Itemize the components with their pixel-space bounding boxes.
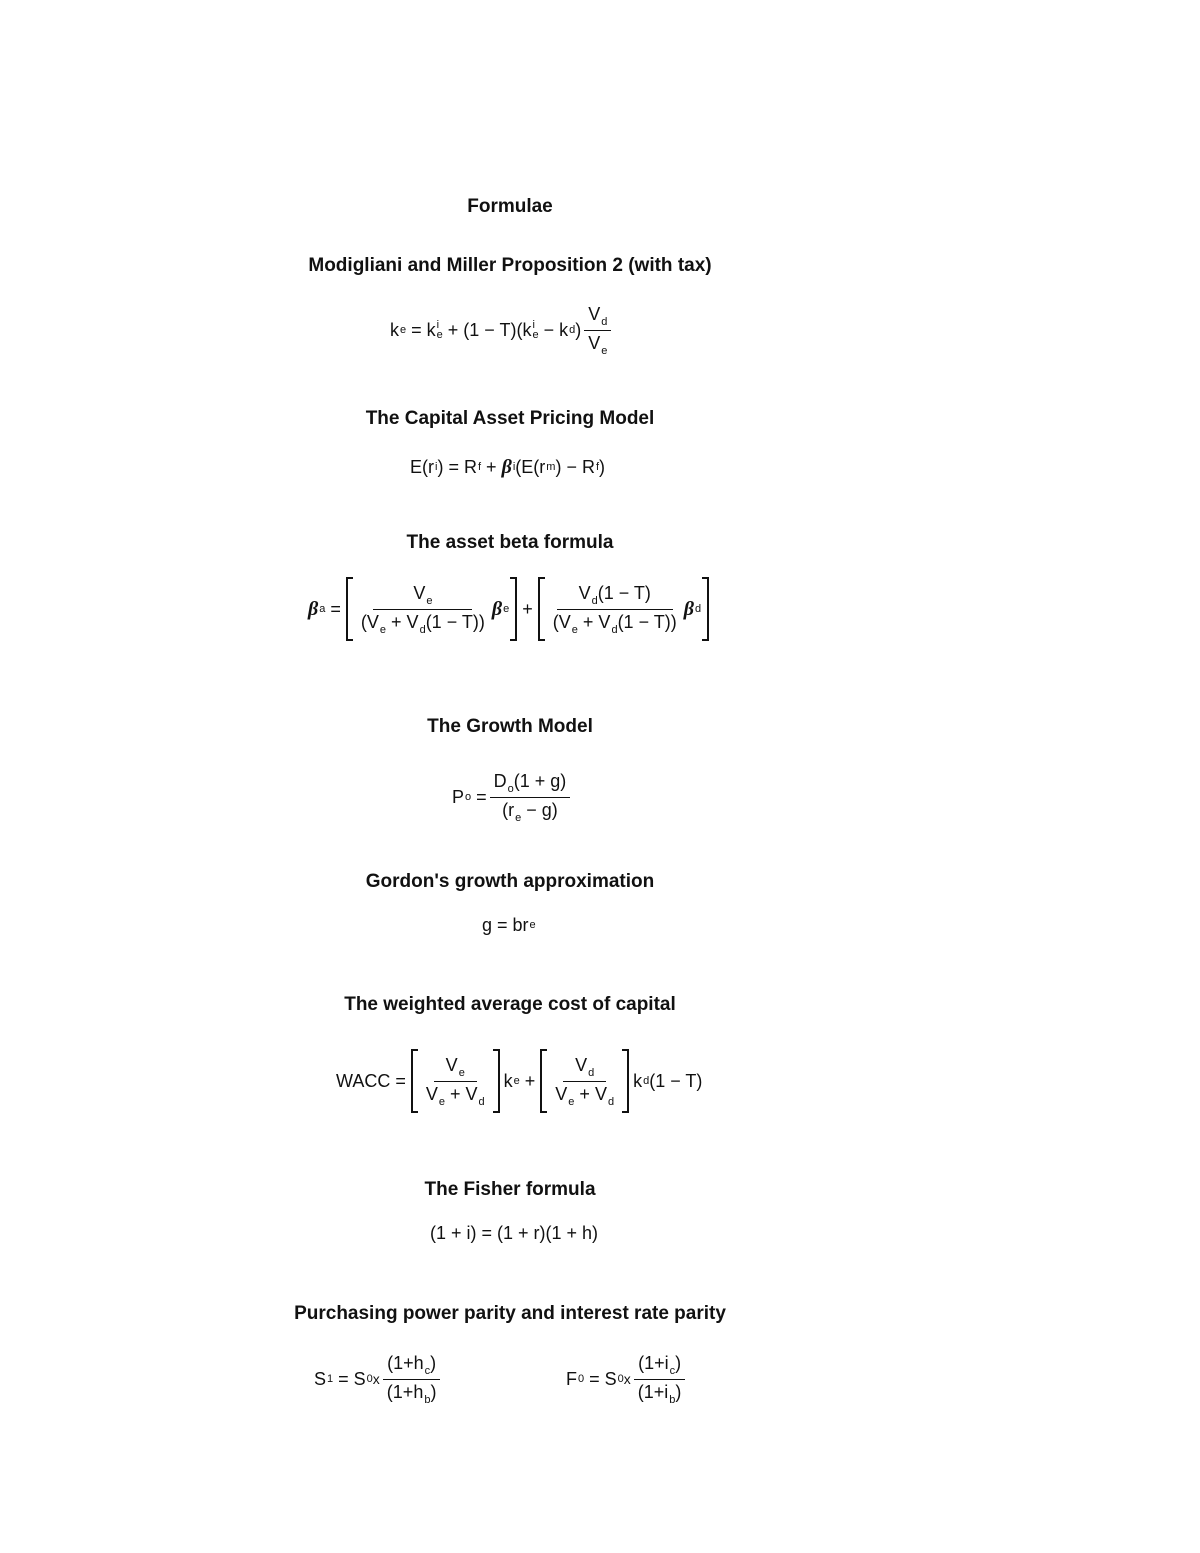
formula-sub: e [568,1095,575,1108]
formula-sub: m [546,461,556,473]
formula-gordon [482,910,536,940]
formula-sup: i [532,319,535,331]
formula-ppp [314,1346,443,1412]
formula-text: V [366,611,379,632]
formula-text: WACC [336,1070,391,1091]
formula-op: = [476,786,487,807]
formula-sub: d [643,1075,650,1087]
formula-sub: e [400,324,407,336]
formula-text: V [575,1054,588,1075]
formula-asset-beta [308,574,709,644]
formula-text: ) [675,1381,682,1402]
formula-sub: e [458,1066,465,1079]
formula-op: + [522,598,533,619]
formula-text: V [598,611,611,632]
formula-text: k [633,1070,643,1091]
formula-text: k [522,319,532,340]
formula-growth-model [452,764,573,830]
section-heading-capm: The Capital Asset Pricing Model [365,408,655,429]
formula-text: E [521,456,534,477]
formula-text: S [353,1368,366,1389]
formula-fisher [430,1218,598,1248]
formula-op: + [524,1070,536,1091]
formula-text: ) [437,456,444,477]
formula-sub: 0 [617,1373,624,1385]
formula-sub: e [601,344,608,357]
bracket-group [346,577,517,641]
formula-text: ) [478,611,485,632]
formula-text: k [390,319,399,340]
formula-text: D [493,770,507,791]
formula-text: ) [599,456,606,477]
formula-op: − [566,456,577,477]
formula-text: − g) [526,799,558,820]
formula-text: r [508,799,515,820]
formula-text: V [465,1083,478,1104]
formula-mm-proposition-2 [390,298,614,362]
formula-text: ) [670,611,677,632]
formula-text: V [558,611,571,632]
section-heading-ppp-irp: Purchasing power parity and interest rate parity [294,1303,726,1324]
formula-capm [410,452,605,482]
formula-text: ( [360,611,367,632]
formula-text: P [452,786,465,807]
formula-op: x [623,1371,631,1387]
formula-sub: e [438,1095,445,1108]
formula-sub: d [419,623,426,636]
formula-op: = [338,1368,349,1389]
formula-text: k [559,319,569,340]
formula-sub: 0 [366,1373,373,1385]
formula-op: = [589,1368,600,1389]
formula-text: V [445,1054,458,1075]
formula-text: (1 + g) [513,770,567,791]
formula-text: (1 − T) [617,611,671,632]
formula-sup: i [436,319,440,331]
formula-text: V [588,332,601,353]
formula-text: V [413,582,426,603]
formula-text: V [578,582,591,603]
formula-sub: i [512,461,516,473]
formula-sub: e [513,1075,520,1087]
formula-text: ( [552,611,559,632]
bracket-group [540,1049,629,1113]
fraction [584,304,611,357]
formula-text: ) [430,1352,437,1373]
formula-text: r [539,456,546,477]
formula-sub: d [601,315,608,328]
fraction [357,583,489,636]
formula-op: = [411,319,422,340]
formula-sub: e [515,811,522,824]
formula-op: − [543,319,555,340]
formula-sub: b [669,1393,676,1406]
formula-text: R [463,456,477,477]
formula-text: (1+i [638,1352,669,1373]
section-heading-wacc: The weighted average cost of capital [344,994,676,1015]
formula-text: S [314,1368,327,1389]
page-title: Formulae [467,196,553,217]
section-heading-growth-model: The Growth Model [427,716,593,737]
formula-text: E [410,456,423,477]
beta-symbol: β [683,597,694,620]
formula-sub: e [436,329,443,341]
bracket-group [538,577,709,641]
formula-sub: c [669,1364,676,1377]
formula-sub: b [424,1393,431,1406]
formula-op: + [449,1083,461,1104]
formula-op: + [447,319,459,340]
formula-text: V [406,611,419,632]
formula-op: = [395,1070,406,1091]
section-heading-mm: Modigliani and Miller Proposition 2 (with tax) [308,255,712,276]
beta-symbol: β [501,455,512,478]
formula-op: x [372,1371,380,1387]
formula-text: ) [575,319,582,340]
formula-text: (1 − T) [649,1070,703,1091]
formula-sub: d [478,1095,485,1108]
formula-irp [566,1346,688,1412]
formula-text: F [566,1368,577,1389]
formula-text: V [594,1083,607,1104]
bracket-group [411,1049,500,1113]
formula-op: + [582,611,594,632]
formula-text: S [604,1368,617,1389]
fraction [383,1353,441,1406]
beta-symbol: β [491,597,503,620]
formula-sub: e [571,623,578,636]
formula-sub: 0 [578,1373,585,1385]
formula-text: ) [555,456,562,477]
formula-sub: o [465,791,472,803]
formula-text: g [482,914,493,935]
formula-text: R [581,456,595,477]
formula-sub: e [379,623,387,636]
formula-text: V [555,1083,568,1104]
formula-text: (1+h [387,1352,424,1373]
formula-text: V [425,1083,438,1104]
formula-op: = [330,598,341,619]
formula-text: k [426,319,436,340]
section-heading-asset-beta: The asset beta formula [406,532,614,553]
formula-text: ( [502,799,509,820]
formula-wacc [336,1046,702,1116]
formula-text: ) [430,1381,437,1402]
fraction [551,1055,618,1108]
formula-op: + [486,456,497,477]
fraction [422,1055,489,1108]
formula-text: (1 − T)( [463,319,523,340]
formula-sub: c [424,1364,431,1377]
formula-op: = [448,456,459,477]
formula-op: + [391,611,402,632]
formula-text: ( [515,456,522,477]
formula-text: k [503,1070,513,1091]
formula-text: V [588,303,601,324]
formula-sub: a [319,603,326,615]
formula-sub: d [569,324,576,336]
formula-sub: e [532,329,539,341]
section-heading-gordon: Gordon's growth approximation [365,871,655,892]
formula-op: + [579,1083,590,1104]
formula-sub: o [507,782,514,795]
formula-sub: d [695,603,702,615]
section-heading-fisher: The Fisher formula [424,1179,596,1200]
formula-text: (1 − T) [425,611,479,632]
formula-text: br [512,914,529,935]
formula-sub: d [588,1066,595,1079]
formula-text: ( [422,456,429,477]
formula-text: r [428,456,435,477]
fraction [490,771,571,824]
formula-sub: e [529,919,536,931]
formula-text: ( [533,456,540,477]
formula-sub: d [591,594,598,607]
beta-symbol: β [308,597,319,620]
formula-op: = [497,914,508,935]
formula-sub: e [503,603,510,615]
formula-sub: f [477,461,482,473]
formula-text: (1 − T) [597,582,651,603]
formula-text: ) [675,1352,682,1373]
formula-sub: d [611,623,618,636]
formula-text: (1+h [386,1381,424,1402]
fraction [634,1353,686,1406]
formula-sub: f [595,461,600,473]
formula-sub: 1 [327,1373,334,1385]
formula-sub: d [607,1095,615,1108]
formula-sub: e [426,594,433,607]
fraction [549,583,681,636]
formula-sub: i [435,461,438,473]
formula-text: (1 + i) = (1 + r)(1 + h) [430,1222,599,1243]
formula-text: (1+i [637,1381,669,1402]
